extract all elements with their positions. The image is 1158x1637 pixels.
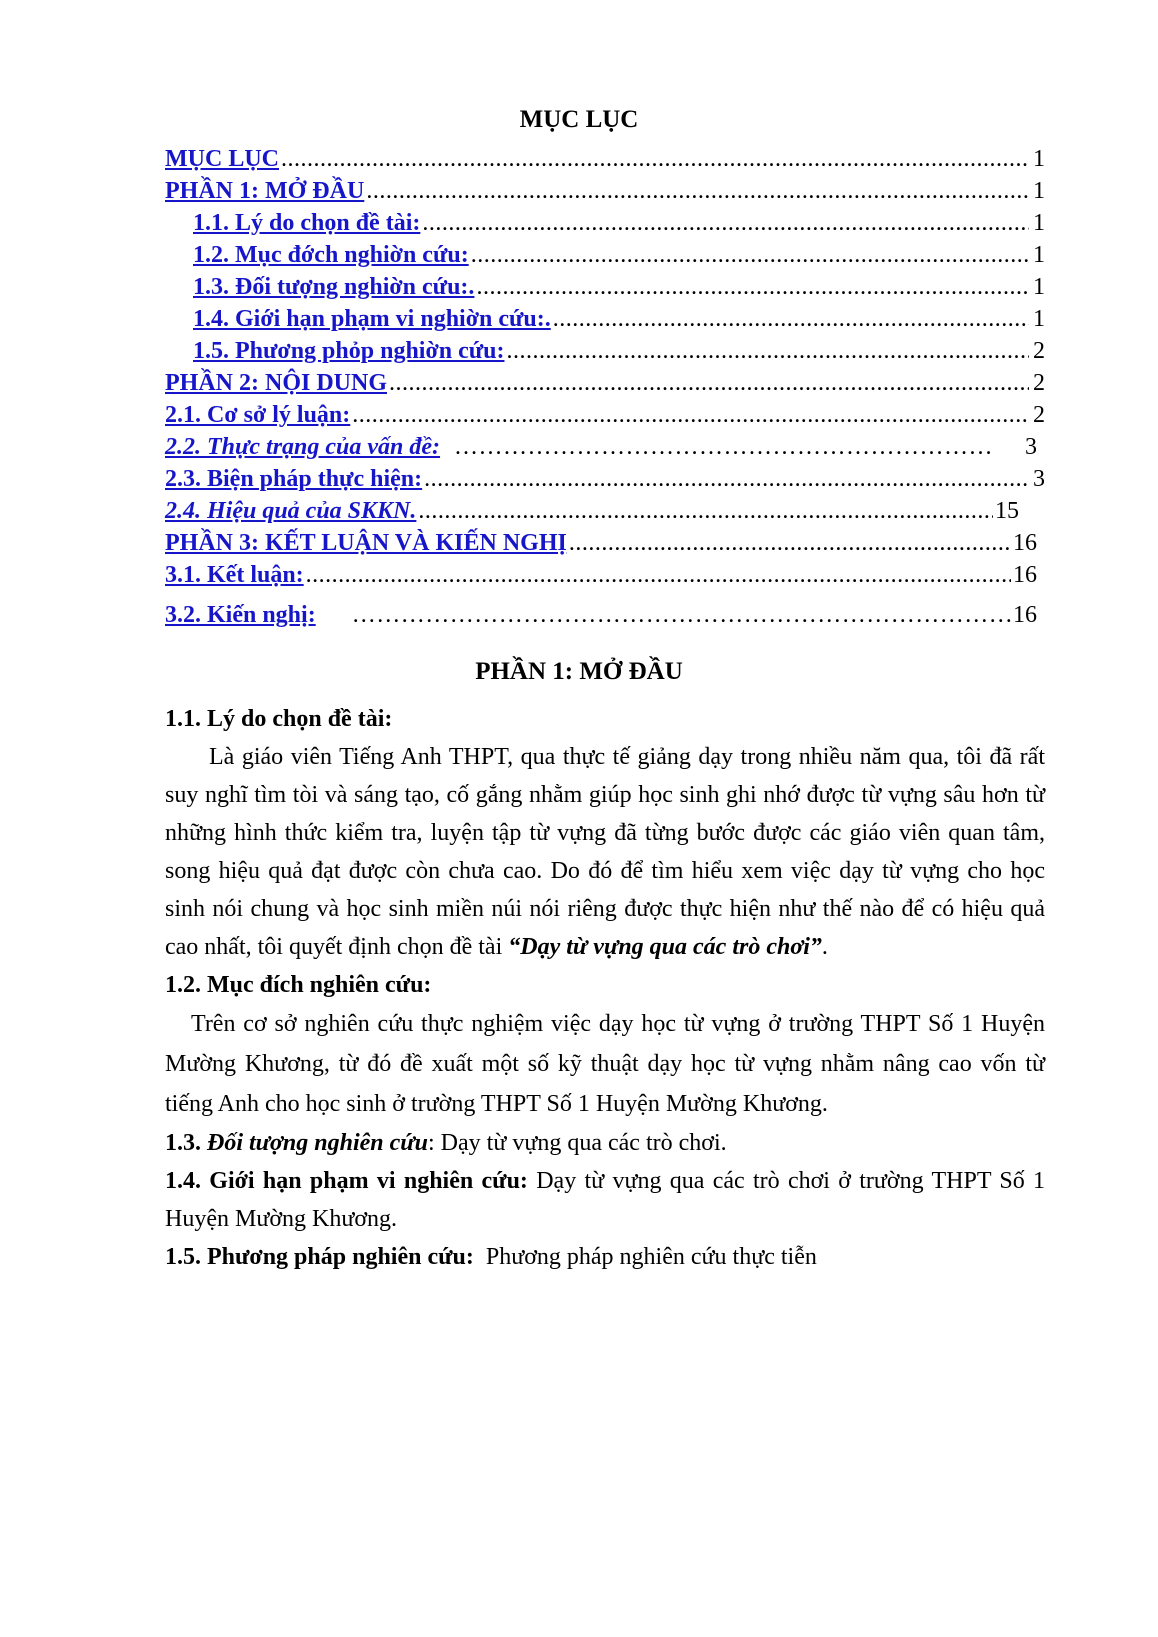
topic-title: “Dạy từ vựng qua các trò chơi” bbox=[508, 934, 822, 960]
toc-leader bbox=[569, 530, 1011, 557]
toc-link-2-2[interactable]: 2.2. Thực trạng của vấn đề: bbox=[165, 434, 441, 460]
paragraph-1-3 bbox=[165, 1124, 1045, 1162]
toc-leader bbox=[422, 210, 1029, 237]
toc-link-3-1[interactable]: 3.1. Kết luận: bbox=[165, 562, 304, 588]
toc-link-2-3[interactable]: 2.3. Biện pháp thực hiện: bbox=[165, 466, 423, 492]
toc-leader bbox=[506, 338, 1029, 365]
toc-page-number: 1 bbox=[1033, 210, 1045, 236]
toc-link-1-5[interactable]: 1.5. Phương phỏp nghiờn cứu: bbox=[193, 338, 505, 364]
toc-row bbox=[165, 146, 1045, 178]
paragraph-1-5-text: Phương pháp nghiên cứu thực tiễn bbox=[473, 1244, 817, 1270]
toc-row bbox=[165, 178, 1045, 210]
section-title: PHẦN 1: MỞ ĐẦU bbox=[475, 658, 683, 685]
toc-row bbox=[165, 562, 1045, 594]
heading-1-2: 1.2. Mục đích nghiên cứu: bbox=[165, 972, 432, 998]
paragraph-1-1-end: . bbox=[821, 934, 828, 960]
section-body bbox=[165, 700, 1045, 1276]
toc-page-number: 1 bbox=[1033, 242, 1045, 268]
toc-leader bbox=[553, 306, 1029, 333]
toc-link-1-4[interactable]: 1.4. Giới hạn phạm vi nghiờn cứu:. bbox=[193, 306, 551, 332]
toc-row bbox=[165, 274, 1045, 306]
toc-row bbox=[165, 338, 1045, 370]
toc-leader bbox=[424, 466, 1029, 493]
heading-1-5: 1.5. Phương pháp nghiên cứu: bbox=[165, 1244, 474, 1270]
toc-row bbox=[165, 306, 1045, 338]
toc-link-phan-3[interactable]: PHẦN 3: KẾT LUẬN VÀ KIẾN NGHỊ bbox=[165, 530, 567, 556]
toc-page-number: 2 bbox=[1033, 402, 1045, 428]
table-of-contents bbox=[165, 146, 1045, 634]
toc-page-number: 3 bbox=[1025, 434, 1037, 460]
toc-link-2-1[interactable]: 2.1. Cơ sở lý luận: bbox=[165, 402, 351, 428]
paragraph-1-4 bbox=[165, 1162, 1045, 1238]
paragraph-1-1-text: Là giáo viên Tiếng Anh THPT, qua thực tế giảng dạy trong nhiều năm qua, tôi đã rất suy nghĩ tìm tòi và sáng tạo, cố gắng nhằm giúp học sinh ghi nhớ được từ vựng sâu hơn từ những hình thức kiểm tra, luyện tập từ vựng đã từng bước được các giáo viên quan tâm, song hiệu quả đạt được còn chưa cao. Do đó để tìm hiểu xem việc dạy từ vựng cho học sinh nói chung và học sinh miền núi nói riêng được thực hiện như thế nào để có hiệu quả cao nhất, tôi quyết định chọn đề tài bbox=[165, 744, 1045, 960]
toc-page-number: 16 bbox=[1013, 530, 1037, 556]
toc-page-number: 3 bbox=[1033, 466, 1045, 492]
toc-link-1-1[interactable]: 1.1. Lý do chọn đề tài: bbox=[193, 210, 421, 236]
toc-link-phan-1[interactable]: PHẦN 1: MỞ ĐẦU bbox=[165, 178, 365, 204]
toc-leader bbox=[366, 178, 1029, 205]
toc-row bbox=[165, 370, 1045, 402]
toc-page-number: 2 bbox=[1033, 338, 1045, 364]
toc-page-number: 2 bbox=[1033, 370, 1045, 396]
toc-title: MỤC LỤC bbox=[519, 106, 639, 133]
toc-page-number: 1 bbox=[1033, 306, 1045, 332]
toc-leader bbox=[418, 498, 993, 525]
toc-row bbox=[165, 402, 1045, 434]
heading-1-1: 1.1. Lý do chọn đề tài: bbox=[165, 706, 393, 732]
toc-page-number: 16 bbox=[1013, 562, 1037, 588]
toc-link-1-2[interactable]: 1.2. Mục đớch nghiờn cứu: bbox=[193, 242, 469, 268]
toc-page-number: 16 bbox=[1013, 602, 1037, 628]
toc-leader bbox=[306, 562, 1011, 589]
toc-page-number: 1 bbox=[1033, 178, 1045, 204]
toc-page-number: 1 bbox=[1033, 274, 1045, 300]
toc-leader bbox=[352, 402, 1029, 429]
toc-leader bbox=[281, 146, 1029, 173]
toc-leader bbox=[454, 434, 993, 461]
paragraph-1-3-text: : Dạy từ vựng qua các trò chơi. bbox=[428, 1130, 727, 1156]
toc-link-muc-luc[interactable]: MỤC LỤC bbox=[165, 146, 279, 172]
paragraph-1-4-text: Dạy từ vựng qua các trò chơi ở trường THPT Số 1 Huyện Mường Khương. bbox=[165, 1168, 1045, 1232]
toc-page-number: 15 bbox=[995, 498, 1019, 524]
heading-1-3: Đối tượng nghiên cứu bbox=[207, 1130, 429, 1156]
toc-link-2-4[interactable]: 2.4. Hiệu quả của SKKN. bbox=[165, 498, 417, 524]
paragraph-1-2: Trên cơ sở nghiên cứu thực nghiệm việc dạy học từ vựng ở trường THPT Số 1 Huyện Mường Khương, từ đó đề xuất một số kỹ thuật dạy học từ vựng nhằm nâng cao vốn từ tiếng Anh cho học sinh ở trường THPT Số 1 Huyện Mường Khương. bbox=[165, 1011, 1045, 1117]
toc-leader bbox=[352, 602, 1011, 629]
paragraph-1-1 bbox=[165, 738, 1045, 966]
heading-1-3-number: 1.3. bbox=[165, 1130, 207, 1156]
toc-row bbox=[165, 210, 1045, 242]
toc-page-number: 1 bbox=[1033, 146, 1045, 172]
toc-leader bbox=[476, 274, 1029, 301]
toc-row bbox=[165, 602, 1045, 634]
heading-1-4: 1.4. Giới hạn phạm vi nghiên cứu: bbox=[165, 1168, 528, 1194]
toc-row bbox=[165, 434, 1045, 466]
paragraph-1-5 bbox=[165, 1238, 1045, 1276]
toc-leader bbox=[471, 242, 1029, 269]
toc-link-3-2[interactable]: 3.2. Kiến nghị: bbox=[165, 602, 316, 628]
toc-row bbox=[165, 242, 1045, 274]
toc-row bbox=[165, 498, 1045, 530]
toc-leader bbox=[389, 370, 1029, 397]
toc-link-1-3[interactable]: 1.3. Đối tượng nghiờn cứu:. bbox=[193, 274, 475, 300]
toc-link-phan-2[interactable]: PHẦN 2: NỘI DUNG bbox=[165, 370, 387, 396]
toc-row bbox=[165, 530, 1045, 562]
toc-row bbox=[165, 466, 1045, 498]
